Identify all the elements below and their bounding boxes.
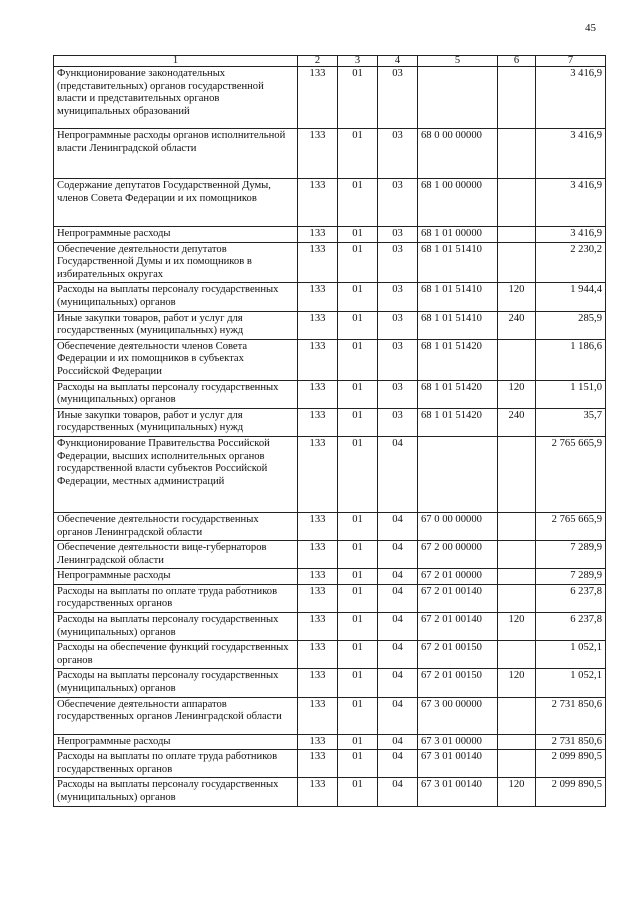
cell-target-article: 67 3 01 00000 <box>418 734 498 750</box>
cell-subsection: 03 <box>378 227 418 243</box>
cell-section: 01 <box>338 750 378 778</box>
cell-department: 133 <box>298 436 338 512</box>
cell-expense-type <box>498 512 536 540</box>
cell-expense-type <box>498 750 536 778</box>
cell-amount: 1 186,6 <box>536 339 606 380</box>
cell-department: 133 <box>298 67 338 129</box>
cell-target-article: 68 0 00 00000 <box>418 129 498 179</box>
cell-expense-type: 240 <box>498 408 536 436</box>
cell-subsection: 04 <box>378 613 418 641</box>
cell-expense-type <box>498 569 536 585</box>
cell-subsection: 04 <box>378 584 418 612</box>
cell-department: 133 <box>298 512 338 540</box>
cell-expense-type <box>498 734 536 750</box>
cell-department: 133 <box>298 778 338 806</box>
cell-target-article <box>418 67 498 129</box>
table-row <box>54 242 606 283</box>
cell-amount: 1 052,1 <box>536 641 606 669</box>
cell-section: 01 <box>338 129 378 179</box>
cell-section: 01 <box>338 641 378 669</box>
cell-section: 01 <box>338 242 378 283</box>
cell-section: 01 <box>338 408 378 436</box>
cell-department: 133 <box>298 697 338 734</box>
cell-name: Расходы на выплаты персоналу государственных (муниципальных) органов <box>54 669 298 697</box>
cell-amount: 2 099 890,5 <box>536 778 606 806</box>
cell-amount: 2 765 665,9 <box>536 436 606 512</box>
cell-subsection: 03 <box>378 339 418 380</box>
cell-section: 01 <box>338 512 378 540</box>
cell-subsection: 03 <box>378 67 418 129</box>
table-row <box>54 669 606 697</box>
header-col-5: 5 <box>418 56 498 67</box>
cell-name: Расходы на выплаты по оплате труда работников государственных органов <box>54 584 298 612</box>
cell-expense-type <box>498 697 536 734</box>
header-row <box>54 56 606 67</box>
cell-subsection: 04 <box>378 569 418 585</box>
cell-department: 133 <box>298 129 338 179</box>
cell-expense-type: 120 <box>498 613 536 641</box>
cell-amount: 2 731 850,6 <box>536 697 606 734</box>
cell-expense-type: 240 <box>498 311 536 339</box>
cell-target-article: 67 2 01 00140 <box>418 584 498 612</box>
table-row <box>54 129 606 179</box>
cell-target-article: 68 1 01 51410 <box>418 242 498 283</box>
cell-target-article: 68 1 01 51410 <box>418 283 498 311</box>
table-row <box>54 734 606 750</box>
table-row <box>54 283 606 311</box>
cell-amount: 7 289,9 <box>536 541 606 569</box>
table-row <box>54 408 606 436</box>
cell-target-article: 67 3 00 00000 <box>418 697 498 734</box>
cell-amount: 3 416,9 <box>536 129 606 179</box>
cell-subsection: 03 <box>378 129 418 179</box>
table-row <box>54 613 606 641</box>
cell-subsection: 04 <box>378 778 418 806</box>
cell-section: 01 <box>338 311 378 339</box>
cell-name: Расходы на выплаты персоналу государственных (муниципальных) органов <box>54 380 298 408</box>
cell-amount: 3 416,9 <box>536 227 606 243</box>
cell-department: 133 <box>298 311 338 339</box>
cell-target-article: 67 2 00 00000 <box>418 541 498 569</box>
cell-target-article: 68 1 01 51410 <box>418 311 498 339</box>
cell-name: Расходы на обеспечение функций государственных органов <box>54 641 298 669</box>
cell-expense-type <box>498 584 536 612</box>
header-col-2: 2 <box>298 56 338 67</box>
table-row <box>54 512 606 540</box>
cell-amount: 2 765 665,9 <box>536 512 606 540</box>
cell-subsection: 03 <box>378 242 418 283</box>
cell-target-article: 67 3 01 00140 <box>418 750 498 778</box>
cell-section: 01 <box>338 613 378 641</box>
cell-expense-type: 120 <box>498 380 536 408</box>
cell-section: 01 <box>338 436 378 512</box>
table-row <box>54 750 606 778</box>
cell-expense-type <box>498 641 536 669</box>
table-row <box>54 67 606 129</box>
cell-name: Иные закупки товаров, работ и услуг для государственных (муниципальных) нужд <box>54 311 298 339</box>
cell-section: 01 <box>338 569 378 585</box>
cell-subsection: 03 <box>378 408 418 436</box>
header-col-1: 1 <box>54 56 298 67</box>
cell-subsection: 04 <box>378 436 418 512</box>
cell-amount: 6 237,8 <box>536 613 606 641</box>
cell-expense-type <box>498 541 536 569</box>
cell-subsection: 03 <box>378 380 418 408</box>
cell-expense-type <box>498 339 536 380</box>
cell-name: Содержание депутатов Государственной Думы, членов Совета Федерации и их помощников <box>54 179 298 227</box>
cell-department: 133 <box>298 584 338 612</box>
cell-name: Функционирование Правительства Российской Федерации, высших исполнительных органов государственной власти субъектов Российской Федерации, местных администраций <box>54 436 298 512</box>
cell-section: 01 <box>338 584 378 612</box>
cell-department: 133 <box>298 569 338 585</box>
cell-department: 133 <box>298 408 338 436</box>
cell-department: 133 <box>298 242 338 283</box>
cell-subsection: 04 <box>378 734 418 750</box>
cell-expense-type <box>498 436 536 512</box>
cell-expense-type <box>498 129 536 179</box>
cell-name: Обеспечение деятельности аппаратов государственных органов Ленинградской области <box>54 697 298 734</box>
cell-subsection: 03 <box>378 283 418 311</box>
table-row <box>54 380 606 408</box>
cell-section: 01 <box>338 697 378 734</box>
page-number: 45 <box>585 22 596 34</box>
header-col-3: 3 <box>338 56 378 67</box>
budget-table <box>53 55 606 807</box>
cell-name: Иные закупки товаров, работ и услуг для государственных (муниципальных) нужд <box>54 408 298 436</box>
cell-amount: 7 289,9 <box>536 569 606 585</box>
cell-target-article: 67 2 01 00150 <box>418 641 498 669</box>
cell-target-article: 68 1 01 51420 <box>418 339 498 380</box>
cell-section: 01 <box>338 669 378 697</box>
table-row <box>54 339 606 380</box>
cell-amount: 6 237,8 <box>536 584 606 612</box>
cell-target-article: 67 3 01 00140 <box>418 778 498 806</box>
cell-target-article: 68 1 01 51420 <box>418 380 498 408</box>
table-row <box>54 541 606 569</box>
cell-subsection: 04 <box>378 541 418 569</box>
cell-department: 133 <box>298 734 338 750</box>
header-col-7: 7 <box>536 56 606 67</box>
cell-name: Обеспечение деятельности вице-губернаторов Ленинградской области <box>54 541 298 569</box>
table-row <box>54 584 606 612</box>
cell-target-article: 67 2 01 00000 <box>418 569 498 585</box>
table-row <box>54 179 606 227</box>
cell-name: Обеспечение деятельности членов Совета Федерации и их помощников в субъектах Российской Федерации <box>54 339 298 380</box>
cell-name: Расходы на выплаты персоналу государственных (муниципальных) органов <box>54 778 298 806</box>
cell-name: Непрограммные расходы органов исполнительной власти Ленинградской области <box>54 129 298 179</box>
cell-department: 133 <box>298 339 338 380</box>
cell-expense-type <box>498 179 536 227</box>
cell-name: Обеспечение деятельности государственных органов Ленинградской области <box>54 512 298 540</box>
cell-name: Расходы на выплаты персоналу государственных (муниципальных) органов <box>54 613 298 641</box>
table-row <box>54 227 606 243</box>
cell-expense-type: 120 <box>498 669 536 697</box>
cell-name: Расходы на выплаты персоналу государственных (муниципальных) органов <box>54 283 298 311</box>
cell-subsection: 04 <box>378 669 418 697</box>
cell-department: 133 <box>298 283 338 311</box>
cell-department: 133 <box>298 541 338 569</box>
table-row <box>54 311 606 339</box>
cell-department: 133 <box>298 380 338 408</box>
header-col-4: 4 <box>378 56 418 67</box>
cell-subsection: 04 <box>378 512 418 540</box>
cell-amount: 3 416,9 <box>536 67 606 129</box>
cell-expense-type: 120 <box>498 283 536 311</box>
cell-target-article: 67 0 00 00000 <box>418 512 498 540</box>
cell-target-article: 68 1 00 00000 <box>418 179 498 227</box>
cell-expense-type <box>498 67 536 129</box>
table-row <box>54 697 606 734</box>
cell-target-article <box>418 436 498 512</box>
cell-target-article: 68 1 01 51420 <box>418 408 498 436</box>
cell-name: Расходы на выплаты по оплате труда работников государственных органов <box>54 750 298 778</box>
cell-section: 01 <box>338 67 378 129</box>
cell-amount: 2 099 890,5 <box>536 750 606 778</box>
cell-section: 01 <box>338 283 378 311</box>
cell-subsection: 04 <box>378 641 418 669</box>
table-row <box>54 641 606 669</box>
cell-name: Непрограммные расходы <box>54 734 298 750</box>
cell-amount: 1 151,0 <box>536 380 606 408</box>
cell-subsection: 04 <box>378 697 418 734</box>
cell-name: Непрограммные расходы <box>54 569 298 585</box>
table-row <box>54 436 606 512</box>
cell-amount: 1 944,4 <box>536 283 606 311</box>
cell-expense-type <box>498 242 536 283</box>
cell-subsection: 03 <box>378 179 418 227</box>
cell-amount: 1 052,1 <box>536 669 606 697</box>
cell-target-article: 68 1 01 00000 <box>418 227 498 243</box>
cell-name: Непрограммные расходы <box>54 227 298 243</box>
cell-amount: 3 416,9 <box>536 179 606 227</box>
cell-amount: 2 230,2 <box>536 242 606 283</box>
cell-section: 01 <box>338 734 378 750</box>
cell-subsection: 04 <box>378 750 418 778</box>
header-col-6: 6 <box>498 56 536 67</box>
cell-section: 01 <box>338 778 378 806</box>
cell-section: 01 <box>338 380 378 408</box>
cell-section: 01 <box>338 227 378 243</box>
cell-expense-type: 120 <box>498 778 536 806</box>
cell-department: 133 <box>298 227 338 243</box>
cell-name: Функционирование законодательных (представительных) органов государственной власти и представительных органов муниципальных образований <box>54 67 298 129</box>
table-row <box>54 778 606 806</box>
cell-amount: 35,7 <box>536 408 606 436</box>
cell-name: Обеспечение деятельности депутатов Государственной Думы и их помощников в избирательных округах <box>54 242 298 283</box>
cell-expense-type <box>498 227 536 243</box>
cell-section: 01 <box>338 179 378 227</box>
cell-amount: 2 731 850,6 <box>536 734 606 750</box>
cell-section: 01 <box>338 541 378 569</box>
table-row <box>54 569 606 585</box>
cell-department: 133 <box>298 750 338 778</box>
cell-department: 133 <box>298 179 338 227</box>
cell-department: 133 <box>298 613 338 641</box>
cell-subsection: 03 <box>378 311 418 339</box>
cell-department: 133 <box>298 669 338 697</box>
cell-target-article: 67 2 01 00150 <box>418 669 498 697</box>
cell-amount: 285,9 <box>536 311 606 339</box>
cell-section: 01 <box>338 339 378 380</box>
cell-target-article: 67 2 01 00140 <box>418 613 498 641</box>
cell-department: 133 <box>298 641 338 669</box>
